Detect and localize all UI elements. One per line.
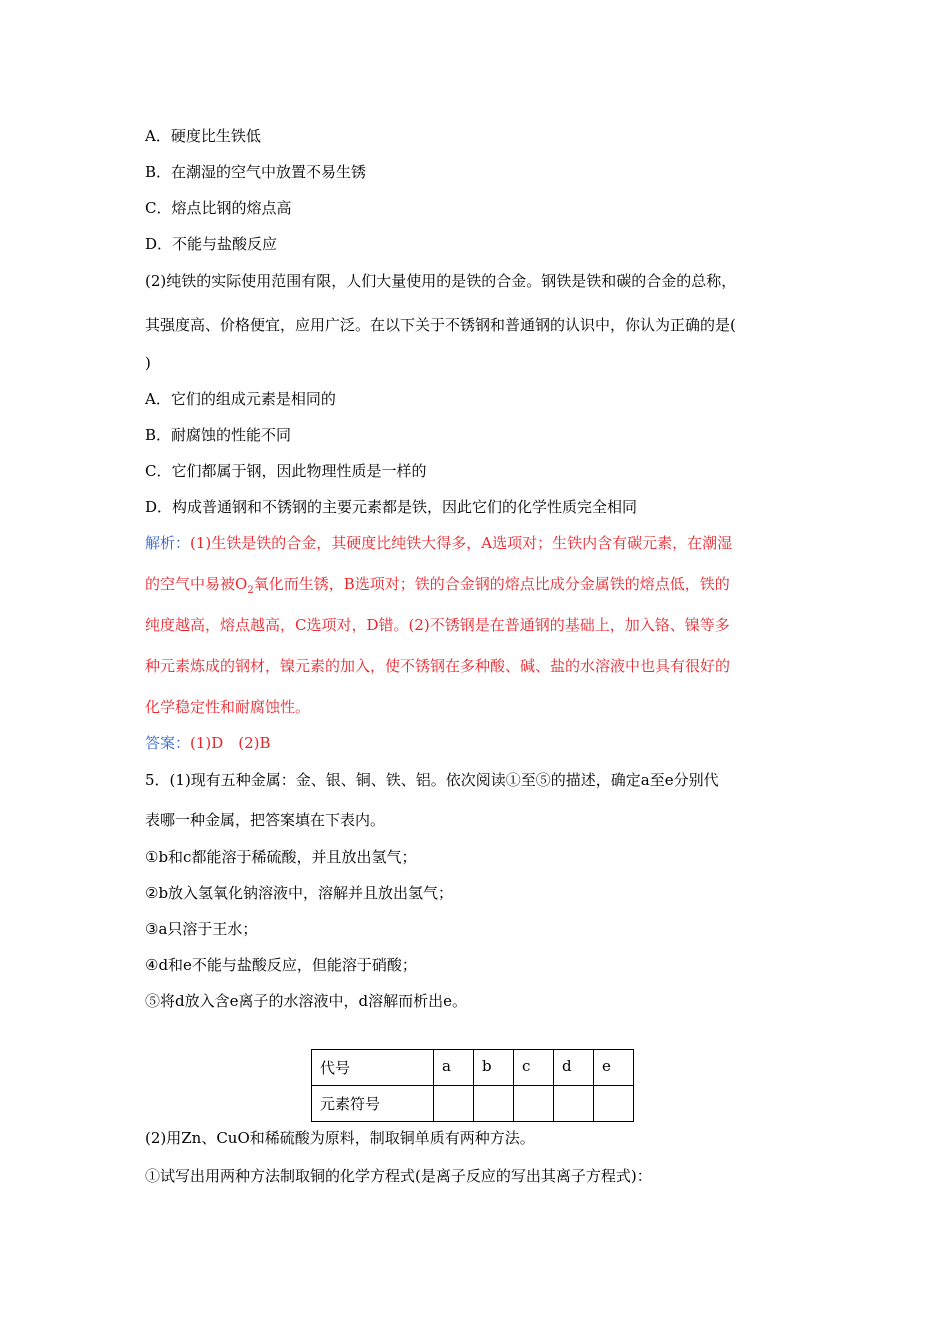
table-row: [312, 1086, 634, 1122]
analysis-text-2b: 氧化而生锈，B选项对；铁的合金钢的熔点比成分金属铁的熔点低，铁的: [253, 575, 730, 593]
analysis-line2: [145, 574, 730, 594]
analysis-line1: [145, 533, 732, 553]
q4-part2-option-d: D．构成普通钢和不锈钢的主要元素都是铁，因此它们的化学性质完全相同: [145, 498, 638, 516]
table-answer-cell-a: [434, 1086, 474, 1122]
q4-part1-option-c: C．熔点比钢的熔点高: [145, 199, 292, 217]
q5-part2-line1: (2)用Zn、CuO和稀硫酸为原料，制取铜单质有两种方法。: [145, 1129, 535, 1147]
table-code-c: c: [514, 1050, 554, 1086]
answer-line: [145, 733, 271, 753]
table-answer-cell-d: [554, 1086, 594, 1122]
table-code-b: b: [474, 1050, 514, 1086]
analysis-line4: 种元素炼成的钢材，镍元素的加入，使不锈钢在多种酸、碱、盐的水溶液中也具有很好的: [145, 657, 731, 675]
q5-line4: ②b放入氢氧化钠溶液中，溶解并且放出氢气；: [145, 884, 454, 902]
q4-part2-option-a: A．它们的组成元素是相同的: [145, 390, 336, 408]
table-answer-cell-b: [474, 1086, 514, 1122]
analysis-line5: 化学稳定性和耐腐蚀性。: [145, 698, 311, 716]
q5-part2-line2: ①试写出用两种方法制取铜的化学方程式(是离子反应的写出其离子方程式)：: [145, 1167, 652, 1185]
q5-line7: ⑤将d放入含e离子的水溶液中，d溶解而析出e。: [145, 992, 467, 1010]
analysis-subscript: 2: [247, 585, 254, 596]
analysis-line3: 纯度越高，熔点越高，C选项对，D错。(2)不锈钢是在普通钢的基础上，加入铬、镍等多: [145, 616, 730, 634]
table-code-e: e: [594, 1050, 634, 1086]
q4-part1-option-a: A．硬度比生铁低: [145, 127, 261, 145]
analysis-text-1: (1)生铁是铁的合金，其硬度比纯铁大得多，A选项对；生铁内含有碳元素，在潮湿: [190, 534, 733, 552]
q5-line1: 5．(1)现有五种金属：金、银、铜、铁、铝。依次阅读①至⑤的描述，确定a至e分别代: [145, 771, 719, 789]
q4-part2-option-b: B．耐腐蚀的性能不同: [145, 426, 292, 444]
table-header-symbol: 元素符号: [312, 1086, 434, 1122]
q4-part2-stem-line3: ): [145, 354, 151, 372]
table-header-code: 代号: [312, 1050, 434, 1086]
table-answer-cell-c: [514, 1086, 554, 1122]
q4-part2-stem-line1: (2)纯铁的实际使用范围有限，人们大量使用的是铁的合金。钢铁是铁和碳的合金的总称，: [145, 272, 737, 290]
code-symbol-table: [311, 1049, 634, 1122]
answer-label: 答案：: [145, 734, 191, 752]
q4-part1-option-b: B．在潮湿的空气中放置不易生锈: [145, 163, 367, 181]
q5-line2: 表哪一种金属，把答案填在下表内。: [145, 811, 386, 829]
q4-part2-option-c: C．它们都属于钢，因此物理性质是一样的: [145, 462, 427, 480]
q5-line6: ④d和e不能与盐酸反应，但能溶于硝酸；: [145, 956, 417, 974]
answer-text: (1)D (2)B: [190, 734, 271, 752]
q5-line5: ③a只溶于王水；: [145, 920, 258, 938]
table-code-d: d: [554, 1050, 594, 1086]
analysis-label: 解析：: [145, 534, 191, 552]
table-row: [312, 1050, 634, 1086]
table-code-a: a: [434, 1050, 474, 1086]
analysis-text-2a: 的空气中易被O: [145, 575, 248, 593]
q5-line3: ①b和c都能溶于稀硫酸，并且放出氢气；: [145, 848, 417, 866]
table-answer-cell-e: [594, 1086, 634, 1122]
q4-part1-option-d: D．不能与盐酸反应: [145, 235, 278, 253]
q4-part2-stem-line2: 其强度高、价格便宜，应用广泛。在以下关于不锈钢和普通钢的认识中，你认为正确的是(: [145, 316, 736, 334]
